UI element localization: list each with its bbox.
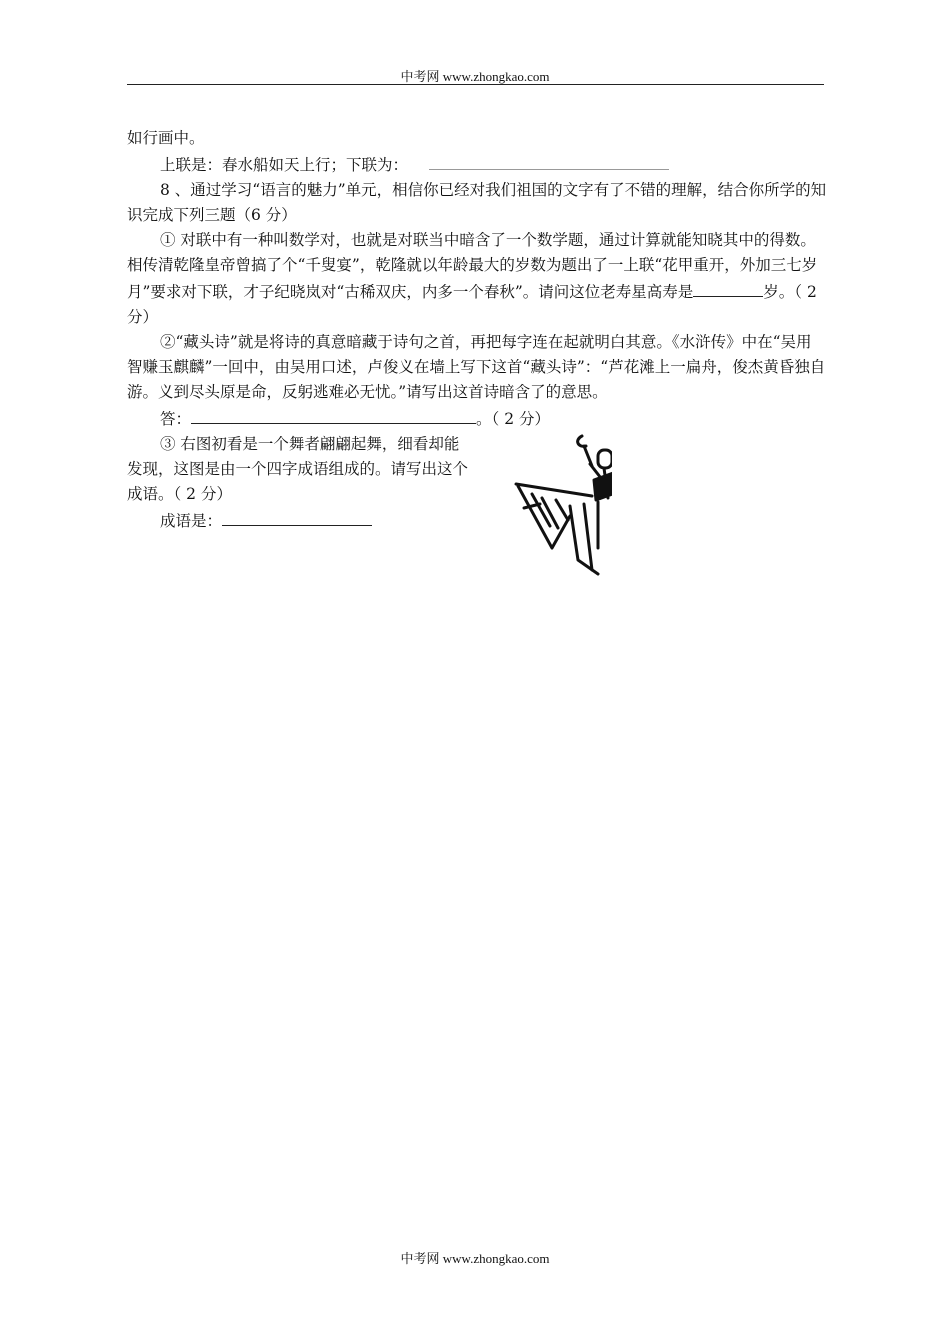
answer-label: 答： [160,410,192,428]
question-8-2: ②“藏头诗”就是将诗的真意暗藏于诗句之首，再把每字连在起就明白其意。《水浒传》中在“吴用智赚玉麒麟”一回中，由吴用口述，卢俊义在墙上写下这首“藏头诗”：“芦花滩上一扁舟，俊杰黄昏独自游。义到尽头原是命，反躬逃难必无忧。”请写出这首诗暗含了的意思。 [127,333,826,401]
question-8-1-text: ① 对联中有一种叫数学对，也就是对联当中暗含了一个数学题，通过计算就能知晓其中的得数。相传清乾隆皇帝曾搞了个“千叟宴”，乾隆就以年龄最大的岁数为题出了一上联“花甲重开，外加三七岁月”要求对下联，才子纪晓岚对“古稀双庆，内多一个春秋”。请问这位老寿星高寿是 [127,231,818,301]
question-8-2-answer [127,405,827,432]
couplet-upper-text: 上联是：春水船如天上行；下联为： [160,156,409,174]
couplet-question [127,151,827,178]
paragraph-continuation: 如行画中。 [127,129,205,147]
dancer-calligraphy-image [512,428,612,578]
age-answer-blank[interactable] [693,278,763,297]
poem-answer-blank[interactable] [191,405,476,424]
question-8-intro: 8 、通过学习“语言的魅力”单元，相信你已经对我们祖国的文字有了不错的理解，结合你所学的知识完成下列三题（6 分） [127,181,827,224]
idiom-answer-line [127,507,827,534]
question-8-1-suffix: 岁。（ 2 分） [127,283,817,326]
idiom-label: 成语是： [160,512,223,530]
page-header: 中考网 www.zhongkao.com [400,69,550,84]
idiom-answer-blank[interactable] [222,507,372,526]
couplet-answer-blank[interactable] [429,151,669,170]
answer-suffix: 。（ 2 分） [476,410,550,428]
page-footer: 中考网 www.zhongkao.com [400,1251,550,1266]
question-8-1 [127,228,827,330]
document-body [127,126,827,534]
header-divider [127,84,824,85]
question-8-3: ③ 右图初看是一个舞者翩翩起舞，细看却能发现，这图是由一个四字成语组成的。请写出这个成语。（ 2 分） [127,435,469,503]
